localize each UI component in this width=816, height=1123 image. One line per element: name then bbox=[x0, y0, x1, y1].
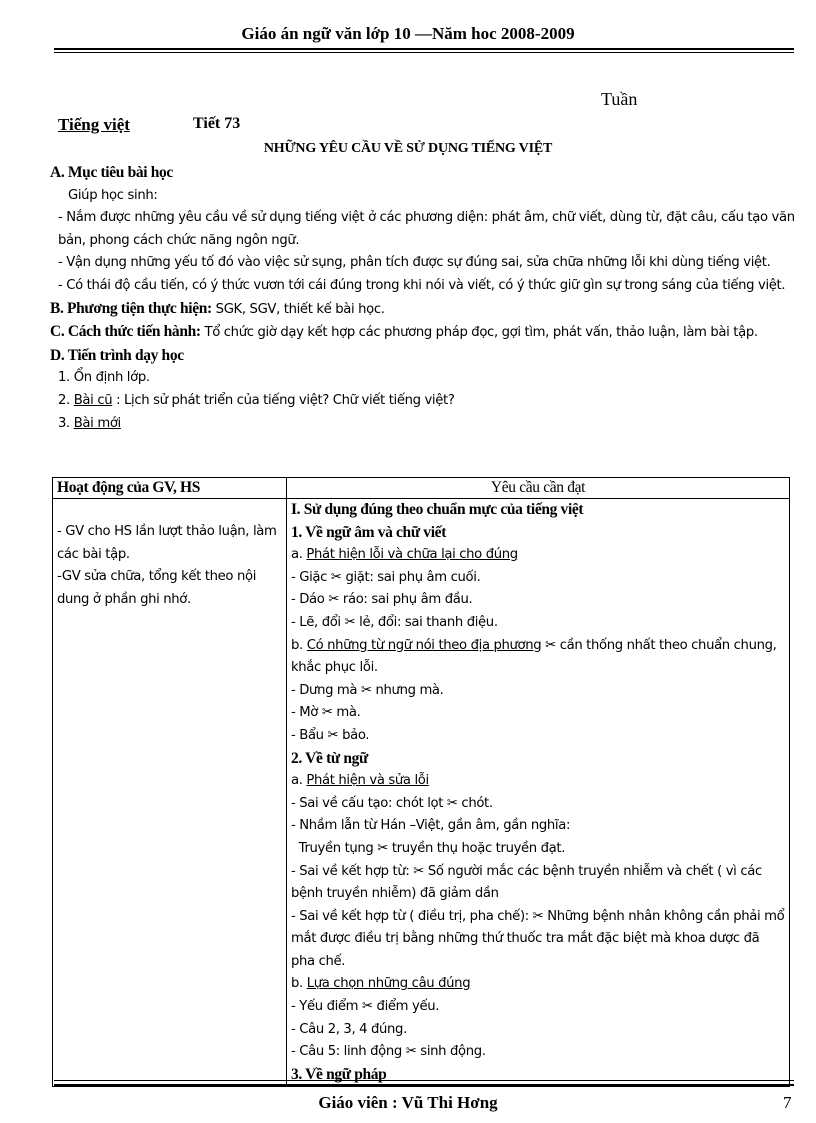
table-header-requirements: Yêu cầu cần đạt bbox=[287, 478, 790, 499]
footer-rule-thick bbox=[54, 1084, 794, 1086]
step-1: 1. Ổn định lớp. bbox=[58, 370, 150, 386]
section-a-intro: Giúp học sinh: bbox=[68, 187, 158, 203]
part-1-heading: I. Sử dụng đúng theo chuẩn mực của tiếng việt bbox=[291, 501, 584, 518]
footer-teacher: Giáo viên : Vũ Thi Hơng bbox=[318, 1093, 498, 1112]
list-item: - Bẩu ✂ bảo. bbox=[291, 727, 370, 743]
sub-b1: b. Có những từ ngữ nói theo địa phương ✂ cần thống nhất theo chuẩn chung, khắc phục lỗi. bbox=[291, 637, 777, 676]
header-rule bbox=[54, 48, 794, 50]
header-rule-thin bbox=[54, 52, 794, 53]
week-label: Tuần bbox=[601, 89, 638, 109]
footer-rule bbox=[54, 1080, 794, 1081]
sub-a2: a. Phát hiện và sửa lỗi bbox=[291, 773, 429, 789]
list-item: - Mờ ✂ mà. bbox=[291, 705, 361, 721]
section-b: B. Phương tiện thực hiện: SGK, SGV, thiết kế bài học. bbox=[50, 299, 385, 317]
section-a-heading: A. Mục tiêu bài học bbox=[50, 164, 173, 181]
objective-item: - Nắm được những yêu cầu về sử dụng tiếng việt ở các phương diện: phát âm, chữ viết, dùng từ, đặt câu, cấu tạo văn bản, phong cách chức năng ngôn ngữ. bbox=[58, 210, 795, 248]
lesson-table bbox=[52, 477, 790, 1087]
sub-a1: a. Phát hiện lỗi và chữa lại cho đúng bbox=[291, 547, 518, 563]
list-item: - Sai về cấu tạo: chót lọt ✂ chót. bbox=[291, 795, 493, 811]
list-item: - Nhầm lẫn từ Hán –Việt, gần âm, gần nghĩa: bbox=[291, 818, 571, 834]
requirements-cell bbox=[287, 499, 790, 1087]
activities-cell bbox=[53, 499, 287, 1087]
step-2: 2. Bài cũ : Lịch sử phát triển của tiếng việt? Chữ viết tiếng việt? bbox=[58, 392, 455, 408]
part-1-1-heading: 1. Về ngữ âm và chữ viết bbox=[291, 523, 447, 541]
list-item: - Sai về kết hợp từ ( điều trị, pha chế): ✂ Những bệnh nhân không cần phải mổ mắt được điều trị bằng những thứ thuốc tra mắt đặc biệt mà khoa dược đã pha chế. bbox=[291, 908, 785, 969]
table-header-activities: Hoạt động của GV, HS bbox=[53, 478, 287, 499]
activity-item: -GV sửa chữa, tổng kết theo nội dung ở phần ghi nhớ. bbox=[57, 569, 257, 607]
list-item: - Câu 2, 3, 4 đúng. bbox=[291, 1021, 407, 1037]
step-3: 3. Bài mới bbox=[58, 415, 121, 431]
page-number: 7 bbox=[783, 1093, 792, 1112]
list-item: - Dưng mà ✂ nhưng mà. bbox=[291, 682, 444, 698]
part-1-3-heading: 3. Về ngữ pháp bbox=[291, 1065, 387, 1083]
section-d-heading: D. Tiến trình dạy học bbox=[50, 346, 184, 364]
list-item: - Câu 5: linh động ✂ sinh động. bbox=[291, 1044, 486, 1060]
list-item: - Sai về kết hợp từ: ✂ Số người mắc các bệnh truyền nhiễm và chết ( vì các bệnh truyền nhiễm) đã giảm dần bbox=[291, 863, 762, 902]
sub-b2: b. Lựa chọn những câu đúng bbox=[291, 976, 471, 992]
activity-item: - GV cho HS lần lượt thảo luận, làm các bài tập. bbox=[57, 524, 277, 562]
section-c: C. Cách thức tiến hành: Tổ chức giờ dạy kết hợp các phương pháp đọc, gợi tìm, phát vấn, thảo luận, làm bài tập. bbox=[50, 323, 758, 341]
list-item: - Lẽ, đổi ✂ lẻ, đổi: sai thanh điệu. bbox=[291, 614, 498, 630]
subject-label: Tiếng việt bbox=[58, 115, 130, 134]
list-item: - Giặc ✂ giặt: sai phụ âm cuối. bbox=[291, 569, 481, 585]
lesson-body bbox=[50, 162, 800, 435]
page-header-title: Giáo án ngữ văn lớp 10 —Năm hoc 2008-2009 bbox=[241, 24, 575, 43]
list-item: - Yếu điểm ✂ điểm yếu. bbox=[291, 999, 440, 1015]
objective-item: - Vận dụng những yếu tố đó vào việc sử sụng, phân tích được sự đúng sai, sửa chữa những lỗi khi dùng tiếng việt. bbox=[58, 255, 771, 271]
list-item: Truyền tụng ✂ truyền thụ hoặc truyền đạt. bbox=[291, 840, 566, 856]
list-item: - Dáo ✂ ráo: sai phụ âm đầu. bbox=[291, 592, 473, 608]
lesson-title: NHỮNG YÊU CẦU VỀ SỬ DỤNG TIẾNG VIỆT bbox=[263, 141, 553, 156]
objective-item: - Có thái độ cầu tiến, có ý thức vươn tới cái đúng trong khi nói và viết, có ý thức giữ gìn sự trong sáng của tiếng việt. bbox=[58, 277, 786, 293]
part-1-2-heading: 2. Về từ ngữ bbox=[291, 749, 368, 767]
lesson-number: Tiết 73 bbox=[193, 115, 241, 132]
